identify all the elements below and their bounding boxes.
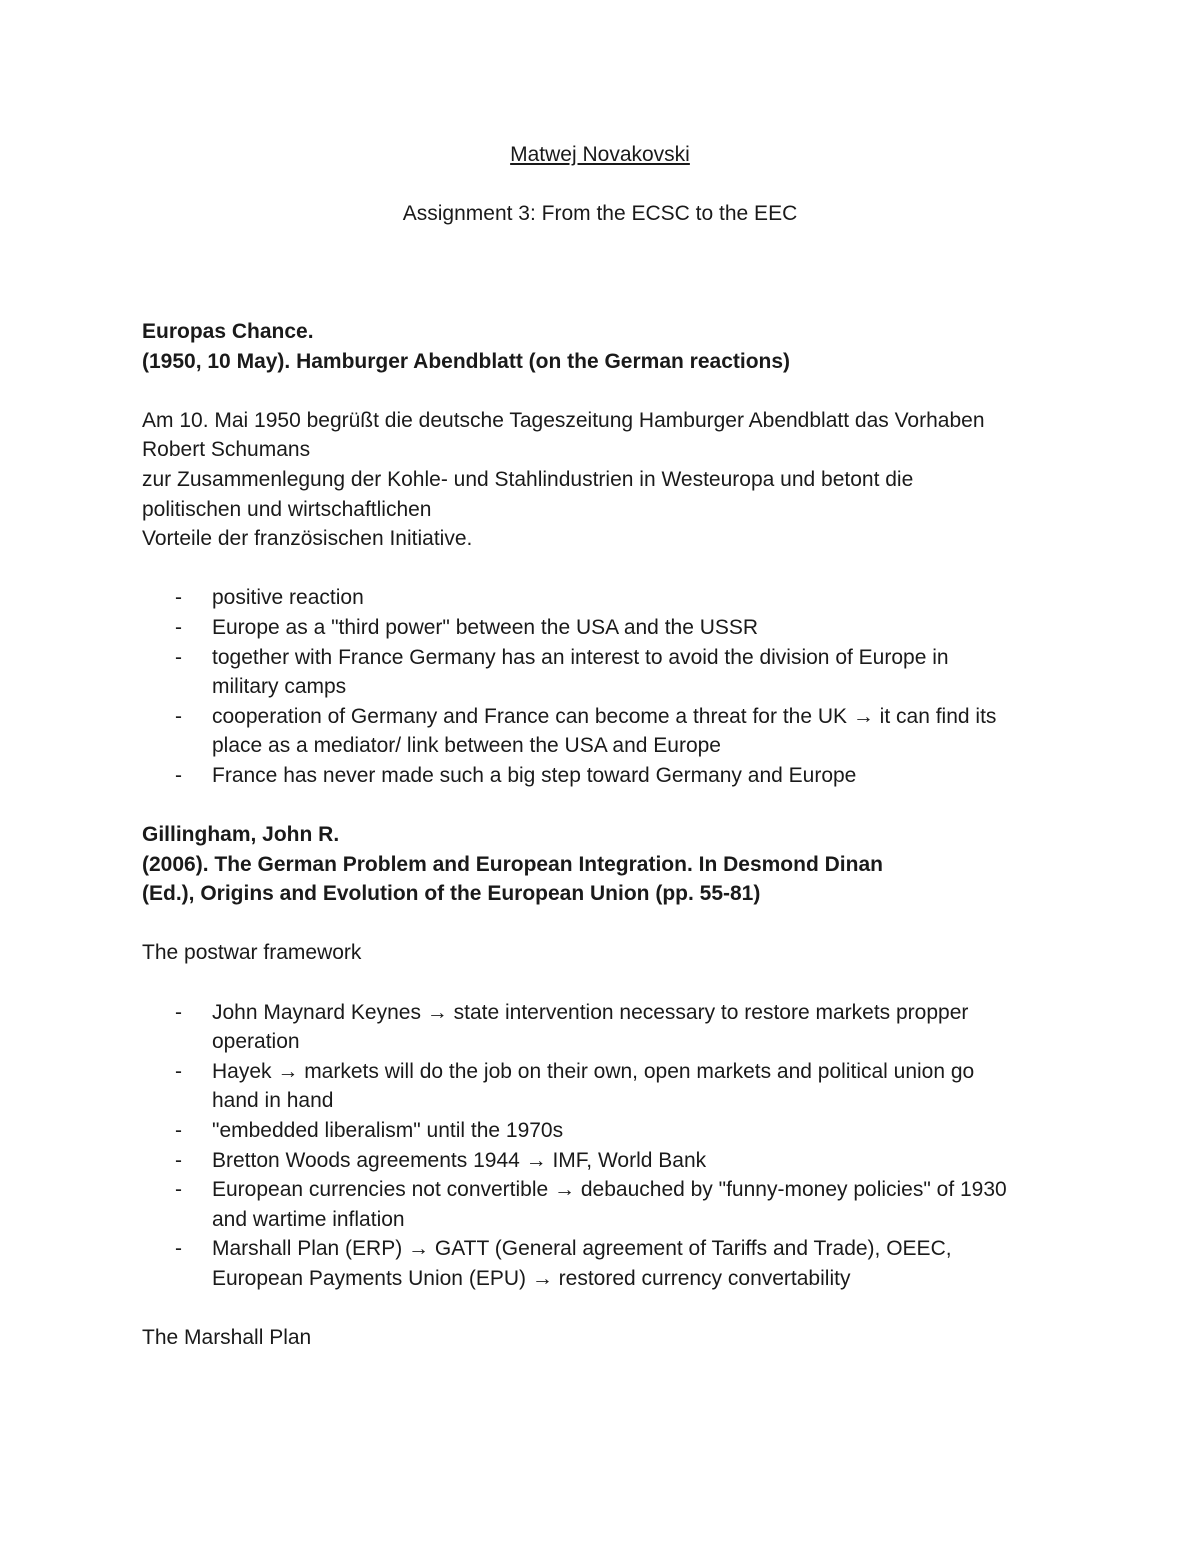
dash-bullet: -: [175, 1237, 182, 1261]
list-item-text: operation: [212, 1030, 300, 1054]
list-item: [142, 1116, 1062, 1146]
list-item: [142, 583, 1062, 613]
list-item: [142, 702, 1062, 761]
list-item-text: military camps: [212, 675, 347, 699]
author-name: Matwej Novakovski: [510, 143, 690, 166]
bullet-list-reactions: [142, 583, 1062, 790]
subheading-postwar-framework: The postwar framework: [142, 941, 362, 965]
list-item-text: cooperation of Germany and France can become a threat for the UK → it can find its: [212, 704, 997, 728]
assignment-title: Assignment 3: From the ECSC to the EEC: [402, 201, 798, 225]
dash-bullet: -: [175, 586, 182, 610]
list-item: [142, 998, 1062, 1057]
paragraph-line: Vorteile der französischen Initiative.: [142, 527, 473, 551]
list-item: [142, 761, 1062, 791]
list-item: [142, 1057, 1062, 1116]
list-item-text: and wartime inflation: [212, 1207, 405, 1231]
heading-line: Europas Chance.: [142, 319, 314, 343]
dash-bullet: -: [175, 1000, 182, 1024]
list-item-text: together with France Germany has an interest to avoid the division of Europe in: [212, 645, 949, 669]
paragraph-line: Am 10. Mai 1950 begrüßt die deutsche Tageszeitung Hamburger Abendblatt das Vorhaben: [142, 408, 985, 432]
dash-bullet: -: [175, 763, 182, 787]
list-item: [142, 613, 1062, 643]
heading-line: (2006). The German Problem and European Integration. In Desmond Dinan: [142, 852, 883, 876]
source-heading-europas-chance: [142, 317, 1062, 376]
list-item-text: place as a mediator/ link between the USA and Europe: [212, 734, 721, 758]
paragraph-line: politischen und wirtschaftlichen: [142, 497, 432, 521]
list-item-text: hand in hand: [212, 1089, 334, 1113]
dash-bullet: -: [175, 645, 182, 669]
list-item: [142, 643, 1062, 702]
dash-bullet: -: [175, 1148, 182, 1172]
dash-bullet: -: [175, 704, 182, 728]
dash-bullet: -: [175, 1178, 182, 1202]
list-item: [142, 1175, 1062, 1234]
heading-line: (Ed.), Origins and Evolution of the European Union (pp. 55-81): [142, 882, 761, 906]
dash-bullet: -: [175, 1059, 182, 1083]
summary-paragraph: [142, 406, 1062, 554]
list-item-text: Bretton Woods agreements 1944 → IMF, World Bank: [212, 1148, 707, 1172]
list-item-text: Hayek → markets will do the job on their own, open markets and political union go: [212, 1059, 975, 1083]
subheading-marshall-plan: The Marshall Plan: [142, 1326, 312, 1350]
heading-line: Gillingham, John R.: [142, 823, 340, 847]
document-page: [142, 140, 1062, 1353]
list-item-text: positive reaction: [212, 586, 364, 610]
list-item-text: John Maynard Keynes → state intervention necessary to restore markets propper: [212, 1000, 969, 1024]
list-item-text: Marshall Plan (ERP) → GATT (General agreement of Tariffs and Trade), OEEC,: [212, 1237, 952, 1261]
list-item-text: European currencies not convertible → debauched by "funny-money policies" of 1930: [212, 1178, 1007, 1202]
dash-bullet: -: [175, 1119, 182, 1143]
list-item: [142, 1234, 1062, 1293]
source-heading-gillingham: [142, 820, 1062, 909]
paragraph-line: Robert Schumans: [142, 438, 311, 462]
dash-bullet: -: [175, 615, 182, 639]
list-item-text: "embedded liberalism" until the 1970s: [212, 1119, 564, 1143]
list-item-text: France has never made such a big step toward Germany and Europe: [212, 763, 857, 787]
paragraph-line: zur Zusammenlegung der Kohle- und Stahlindustrien in Westeuropa und betont die: [142, 467, 914, 491]
heading-line: (1950, 10 May). Hamburger Abendblatt (on the German reactions): [142, 349, 791, 373]
list-item: [142, 1146, 1062, 1176]
bullet-list-postwar: [142, 998, 1062, 1294]
list-item-text: European Payments Union (EPU) → restored currency convertability: [212, 1266, 851, 1290]
list-item-text: Europe as a "third power" between the USA and the USSR: [212, 615, 759, 639]
